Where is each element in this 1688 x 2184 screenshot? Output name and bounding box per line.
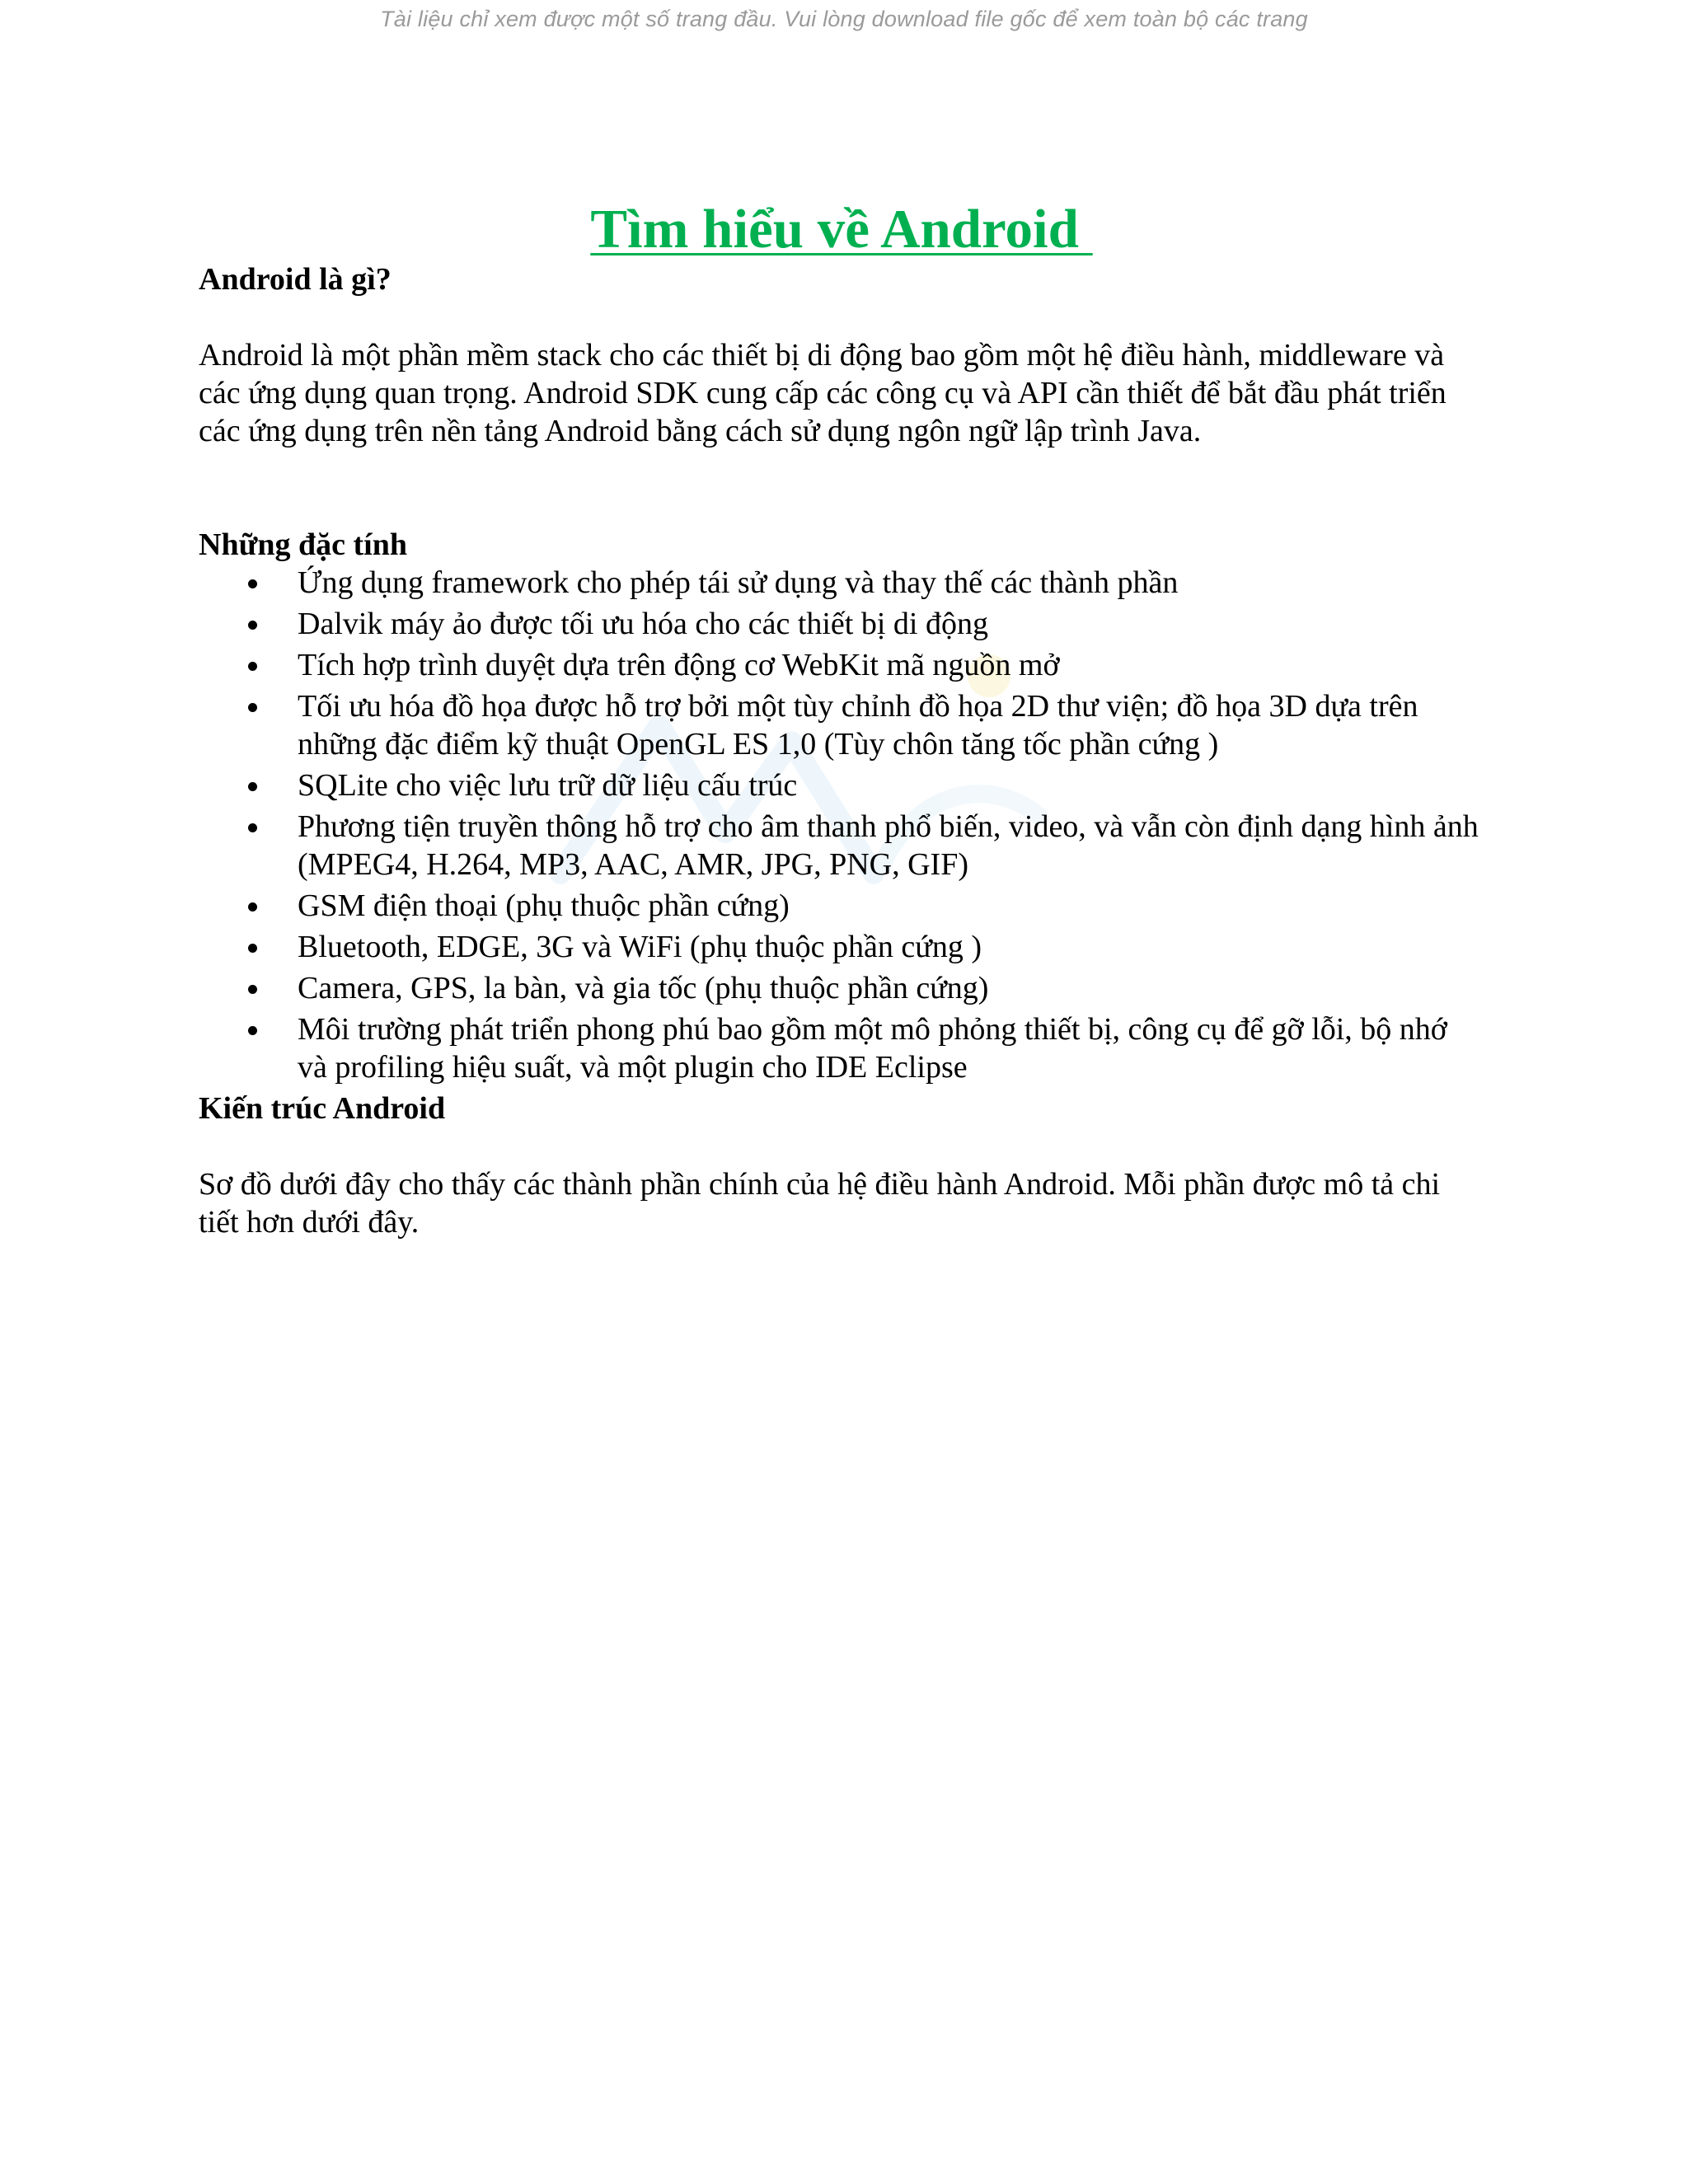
- document-page: [199, 198, 1484, 1241]
- list-item: [199, 969, 1484, 1007]
- bullet-icon: [248, 902, 257, 912]
- list-item-text: Tích hợp trình duyệt dựa trên động cơ WebKit mã nguồn mở: [298, 648, 1060, 682]
- list-item-text: Môi trường phát triển phong phú bao gồm một mô phỏng thiết bị, công cụ để gỡ lỗi, bộ nhớ và profiling hiệu suất, và một plugin cho IDE Eclipse: [298, 1012, 1447, 1085]
- list-item-text: Phương tiện truyền thông hỗ trợ cho âm thanh phổ biến, video, và vẫn còn định dạng hình ảnh (MPEG4, H.264, MP3, AAC, AMR, JPG, PNG, GIF): [298, 809, 1479, 882]
- bullet-icon: [248, 621, 257, 630]
- list-item: [199, 766, 1484, 804]
- list-item-text: Bluetooth, EDGE, 3G và WiFi (phụ thuộc phần cứng ): [298, 930, 982, 964]
- list-item: [199, 687, 1484, 763]
- list-item-text: Camera, GPS, la bàn, và gia tốc (phụ thuộc phần cứng): [298, 971, 989, 1005]
- bullet-icon: [248, 985, 257, 994]
- bullet-icon: [248, 944, 257, 953]
- list-item-text: Tối ưu hóa đồ họa được hỗ trợ bởi một tùy chỉnh đồ họa 2D thư viện; đồ họa 3D dựa trên những đặc điểm kỹ thuật OpenGL ES 1,0 (Tùy chôn tăng tốc phần cứng ): [298, 689, 1418, 762]
- bullet-icon: [248, 703, 257, 712]
- list-item-text: Ứng dụng framework cho phép tái sử dụng và thay thế các thành phần: [298, 565, 1179, 600]
- document-title: Tìm hiểu về Android: [590, 199, 1093, 260]
- list-item: [199, 605, 1484, 643]
- section-heading-architecture: Kiến trúc Android: [199, 1091, 446, 1126]
- list-item-text: SQLite cho việc lưu trữ dữ liệu cấu trúc: [298, 768, 798, 803]
- list-item: [199, 928, 1484, 966]
- list-item: [199, 887, 1484, 925]
- bullet-icon: [248, 662, 257, 671]
- list-item-text: GSM điện thoại (phụ thuộc phần cứng): [298, 888, 790, 923]
- bullet-icon: [248, 579, 257, 588]
- bullet-icon: [248, 782, 257, 791]
- list-item: [199, 564, 1484, 602]
- section-heading-what-is-android: Android là gì?: [199, 262, 392, 297]
- list-item: [199, 808, 1484, 883]
- architecture-paragraph: Sơ đồ dưới đây cho thấy các thành phần chính của hệ điều hành Android. Mỗi phần được mô tả chi tiết hơn dưới đây.: [199, 1167, 1441, 1240]
- intro-paragraph: Android là một phần mềm stack cho các thiết bị di động bao gồm một hệ điều hành, middleware và các ứng dụng quan trọng. Android SDK cung cấp các công cụ và API cần thiết để bắt đầu phát triển các ứng dụng trên nền tảng Android bằng cách sử dụng ngôn ngữ lập trình Java.: [199, 338, 1447, 448]
- bullet-icon: [248, 823, 257, 832]
- list-item-text: Dalvik máy ảo được tối ưu hóa cho các thiết bị di động: [298, 607, 988, 641]
- list-item: [199, 1010, 1484, 1086]
- download-notice: Tài liệu chỉ xem được một số trang đầu. Vui lòng download file gốc để xem toàn bộ các trang: [380, 7, 1308, 31]
- section-heading-features: Những đặc tính: [199, 527, 407, 562]
- list-item: [199, 646, 1484, 684]
- feature-list: [199, 564, 1484, 1086]
- bullet-icon: [248, 1026, 257, 1035]
